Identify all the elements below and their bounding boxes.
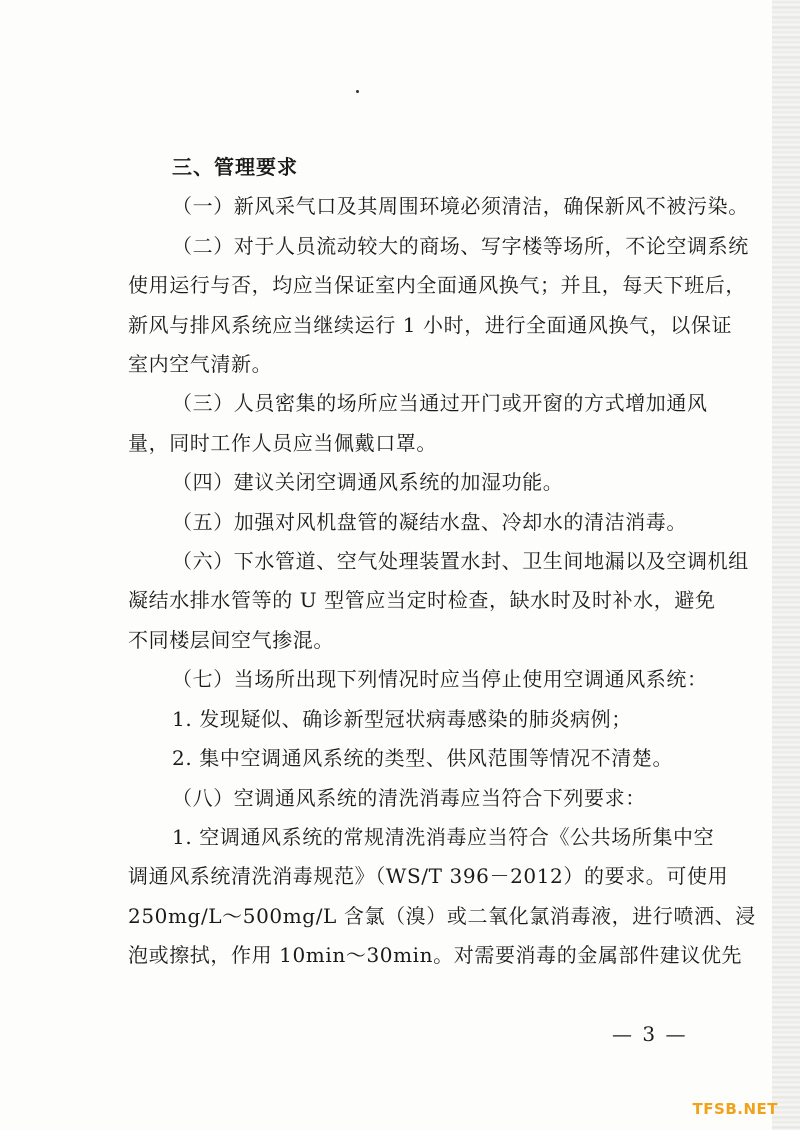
paragraph-line: （六）下水管道、空气处理装置水封、卫生间地漏以及空调机组 [172,549,749,574]
section-heading: 三、管理要求 [172,155,298,179]
paragraph-line: 泡或擦拭，作用 10min～30min。对需要消毒的金属部件建议优先 [128,943,743,968]
site-watermark: TFSB.NET [692,1100,778,1118]
paragraph-line: （七）当场所出现下列情况时应当停止使用空调通风系统： [172,667,708,692]
paragraph-line: 不同楼层间空气掺混。 [128,627,334,652]
paragraph-line: （三）人员密集的场所应当通过开门或开窗的方式增加通风 [172,391,708,416]
list-item: 2. 集中空调通风系统的类型、供风范围等情况不清楚。 [172,746,674,771]
paragraph-line: （四）建议关闭空调通风系统的加湿功能。 [172,470,564,495]
page-number: — 3 — [612,1022,688,1046]
paragraph-line: 使用运行与否，均应当保证室内全面通风换气；并且，每天下班后， [128,273,746,298]
paragraph-line: （五）加强对风机盘管的凝结水盘、冷却水的清洁消毒。 [172,509,687,534]
scan-binding-edge [772,0,800,1130]
document-body [128,148,756,976]
list-item: 1. 发现疑似、确诊新型冠状病毒感染的肺炎病例； [172,706,632,731]
paragraph-line: 量，同时工作人员应当佩戴口罩。 [128,430,437,455]
paragraph-line: 调通风系统清洗消毒规范》（WS/T 396－2012）的要求。可使用 [128,864,729,889]
paragraph-line: （二）对于人员流动较大的商场、写字楼等场所，不论空调系统 [172,233,749,258]
paragraph-line: （一）新风采气口及其周围环境必须清洁，确保新风不被污染。 [172,194,749,219]
paragraph-line: 凝结水排水管等的 U 型管应当定时检查，缺水时及时补水，避免 [128,588,716,613]
paragraph-line: （八）空调通风系统的清洗消毒应当符合下列要求： [172,785,646,810]
paragraph-line: 室内空气清新。 [128,352,273,377]
scan-speck [356,90,359,93]
paragraph-line: 250mg/L～500mg/L 含氯（溴）或二氧化氯消毒液，进行喷洒、浸 [128,903,756,928]
paragraph-line: 新风与排风系统应当继续运行 1 小时，进行全面通风换气，以保证 [128,312,733,337]
list-item: 1. 空调通风系统的常规清洗消毒应当符合《公共场所集中空 [172,824,715,849]
